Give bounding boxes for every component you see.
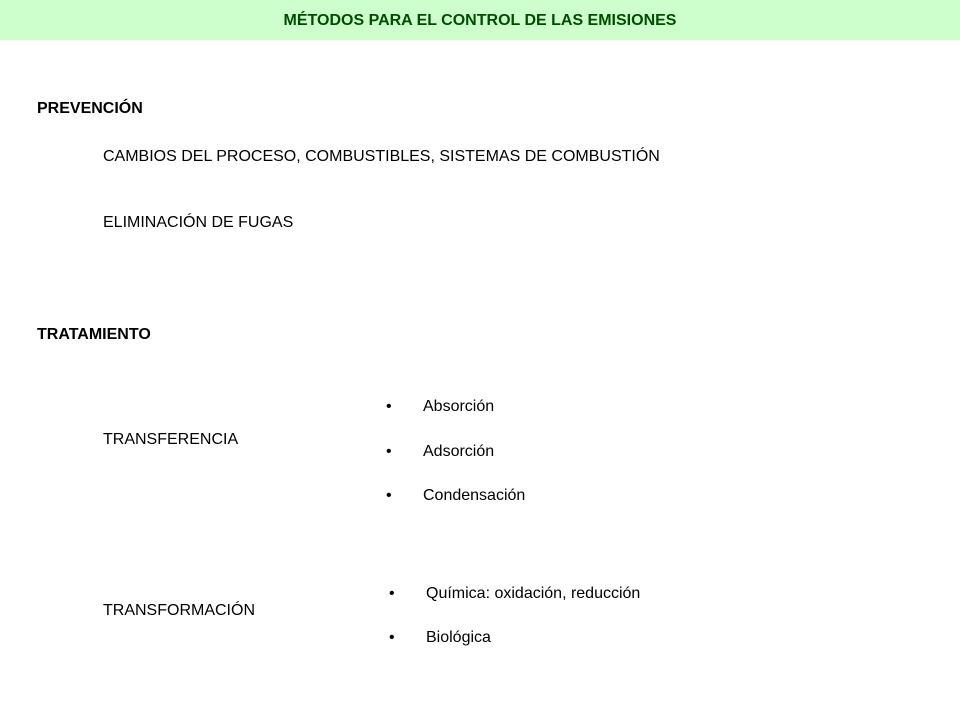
- list-item-label: Química: oxidación, reducción: [426, 585, 641, 602]
- list-item-label: Adsorción: [423, 443, 495, 460]
- prevencion-item: ELIMINACIÓN DE FUGAS: [103, 214, 294, 231]
- bullet-icon: •: [389, 629, 395, 646]
- list-item: [389, 629, 491, 647]
- bullet-icon: •: [386, 398, 392, 415]
- transformacion-label: TRANSFORMACIÓN: [103, 602, 255, 619]
- list-item: [386, 443, 494, 461]
- list-item: [389, 585, 640, 603]
- prevencion-item: CAMBIOS DEL PROCESO, COMBUSTIBLES, SISTEMAS DE COMBUSTIÓN: [103, 148, 660, 165]
- prevencion-heading: PREVENCIÓN: [37, 100, 143, 117]
- bullet-icon: •: [386, 487, 392, 504]
- list-item: [386, 487, 525, 505]
- list-item-label: Absorción: [423, 398, 495, 415]
- tratamiento-heading: TRATAMIENTO: [37, 326, 151, 343]
- page-title: MÉTODOS PARA EL CONTROL DE LAS EMISIONES: [283, 12, 677, 29]
- list-item-label: Condensación: [423, 487, 526, 504]
- bullet-icon: •: [389, 585, 395, 602]
- list-item-label: Biológica: [426, 629, 491, 646]
- transferencia-label: TRANSFERENCIA: [103, 431, 239, 448]
- list-item: [386, 398, 494, 416]
- bullet-icon: •: [386, 443, 392, 460]
